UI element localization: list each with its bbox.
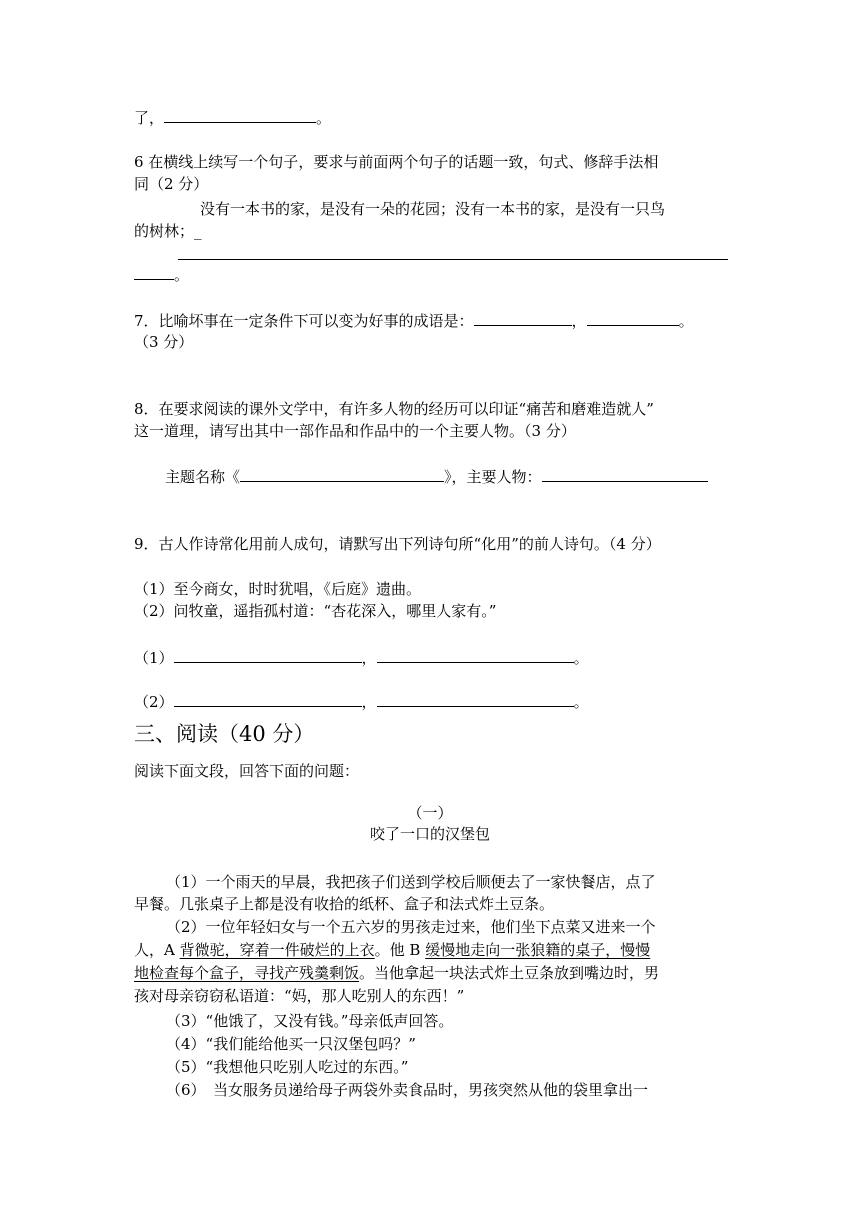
paragraph-1-line2: 早餐。几张桌子上都是没有收拾的纸杯、盒子和法式炸土豆条。 [134,895,555,913]
paragraph-1-line1: （1）一个雨天的早晨，我把孩子们送到学校后顺便去了一家快餐店，点了 [166,873,656,891]
section-instruction: 阅读下面文段，回答下面的问题： [134,762,360,780]
answer-blank[interactable] [164,108,316,123]
answer-blank[interactable] [174,692,362,707]
q8-label-mid: 》，主要人物： [444,468,542,486]
top-fragment [134,108,331,128]
q8-label-title: 主题名称《 [165,468,241,486]
q6-answer-end [134,265,189,285]
answer-blank[interactable] [174,648,362,663]
answer-blank[interactable] [377,648,574,663]
section-title: 三、阅读（40 分） [134,722,315,746]
q9-ans1-label: （1） [134,649,174,667]
paragraph-2-line2 [134,940,650,960]
q7-line1 [134,311,694,331]
q6-line2: 同（2 分） [134,175,209,193]
answer-blank[interactable] [134,265,174,280]
q9-period: 。 [573,693,589,711]
paragraph-6: （6） 当女服务员递给母子两袋外卖食品时，男孩突然从他的袋里拿出一 [166,1081,649,1099]
paragraph-3: （3）“他饿了，又没有钱。”母亲低声回答。 [166,1012,454,1030]
q9-item2: （2）问牧童，遥指孤村道：“杏花深入，哪里人家有。” [134,602,497,620]
q6-answer-line[interactable] [178,259,728,260]
q6-line3: 没有一本书的家，是没有一朵的花园；没有一本书的家，是没有一只鸟 [200,200,666,218]
q6-line4: 的树林；_ [134,222,202,240]
q8-answer-line [165,467,708,487]
answer-blank[interactable] [377,692,574,707]
q7-score: （3 分） [134,333,194,351]
top-suffix: 。 [316,109,332,127]
paragraph-2-line3-rest: 。当他拿起一块法式炸土豆条放到嘴边时，男 [359,964,660,982]
q9-comma: ， [361,649,377,667]
dotted-emphasis: 产残羹剩饭 [284,964,360,982]
q7-text: 7．比喻坏事在一定条件下可以变为好事的成语是： [134,312,474,330]
q9-answer1 [134,648,589,668]
q8-line1: 8．在要求阅读的课外文学中，有许多人物的经历可以印证“痛苦和磨难造就人” [134,400,654,418]
q9-period: 。 [573,649,589,667]
answer-blank[interactable] [474,311,572,326]
answer-blank[interactable] [542,467,708,482]
q8-line2: 这一道理，请写出其中一部作品和作品中的一个主要人物。（3 分） [134,422,576,440]
underlined-phrase-b-cont: 地检查每个盒子，寻找 [134,964,285,982]
paragraph-4: （4）“我们能给他买一只汉堡包吗？” [166,1035,416,1053]
q9-answer2 [134,692,589,712]
top-prefix: 了， [134,109,165,127]
q7-comma: ， [571,312,587,330]
paragraph-2-line3 [134,963,659,983]
paragraph-2-line4: 孩对母亲窃窃私语道：“妈，那人吃别人的东西！” [134,987,465,1005]
passage-number: （一） [407,804,453,822]
q7-period: 。 [678,312,694,330]
paragraph-2-line1: （2）一位年轻妇女与一个五六岁的男孩走过来，他们坐下点菜又进来一个 [166,918,656,936]
q6-line1: 6 在横线上续写一个句子，要求与前面两个句子的话题一致，句式、修辞手法相 [134,153,659,171]
marker-a-text: 人，A [134,941,180,959]
q9-comma: ， [361,693,377,711]
underlined-phrase-a: 背微驼，穿着一件破烂的上衣 [179,941,375,959]
q9-line1: 9．古人作诗常化用前人成句，请默写出下列诗句所“化用”的前人诗句。（4 分） [134,535,661,553]
answer-blank[interactable] [240,467,444,482]
q6-end: 。 [174,266,190,284]
paragraph-5: （5）“我想他只吃别人吃过的东西。” [166,1058,409,1076]
passage-title: 咬了一口的汉堡包 [369,825,490,843]
q9-item1: （1）至今商女，时时犹唱，《后庭》遗曲。 [134,580,422,598]
marker-b-text: 。他 B [374,941,426,959]
underlined-phrase-b: 缓慢地走向一张狼籍的桌子，慢慢 [425,941,651,959]
answer-blank[interactable] [587,311,679,326]
q9-ans2-label: （2） [134,693,174,711]
